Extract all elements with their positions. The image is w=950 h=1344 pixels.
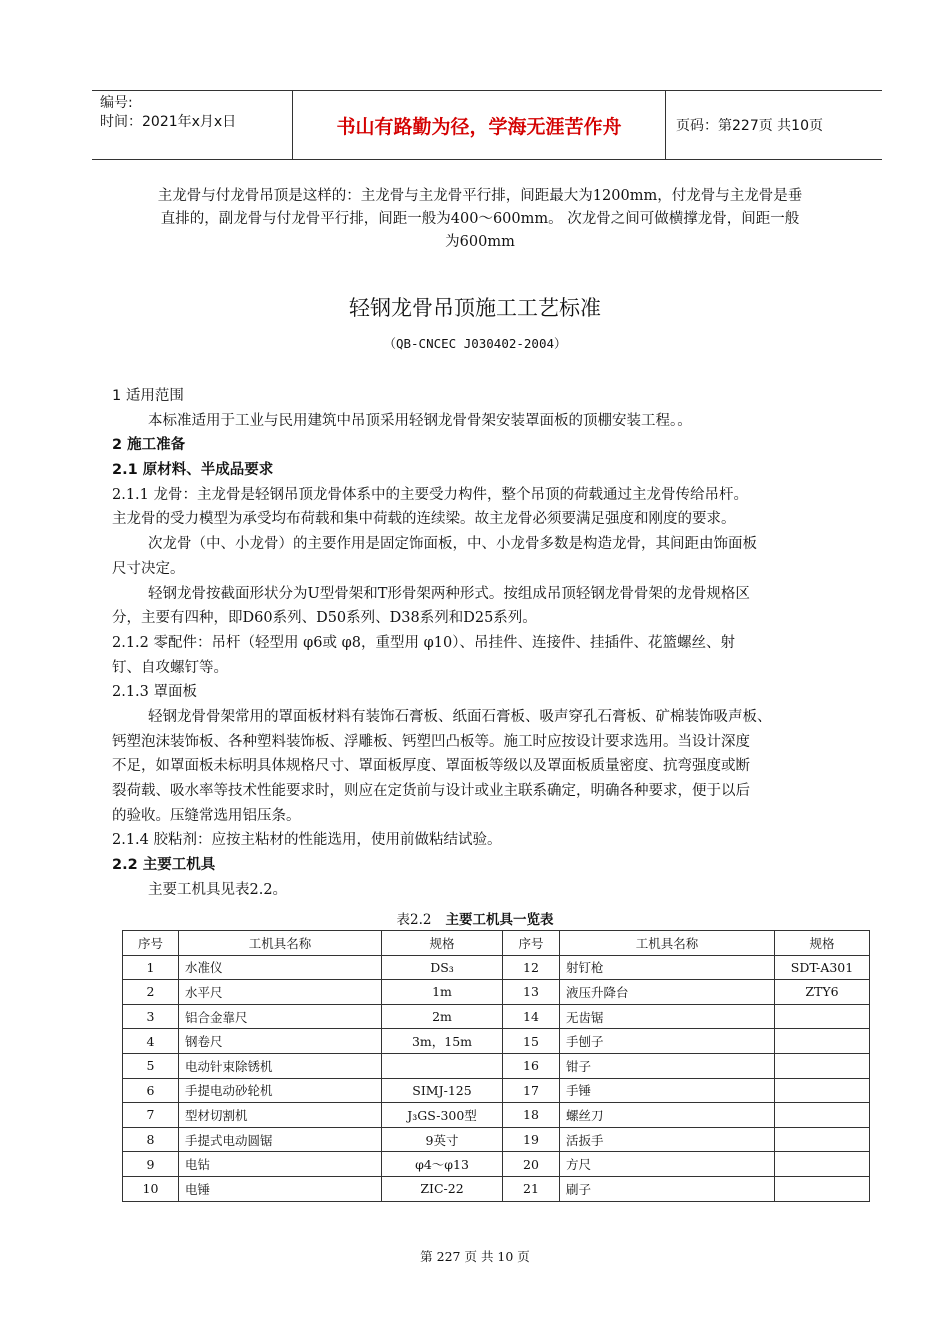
section-heading: 2.1.3 罩面板 xyxy=(112,684,198,701)
table-header-cell: 序号 xyxy=(123,931,179,956)
table-row xyxy=(123,1127,870,1152)
body-line: 轻钢龙骨骨架常用的罩面板材料有装饰石膏板、纸面石膏板、吸声穿孔石膏板、矿棉装饰吸声板、 xyxy=(148,708,772,725)
table-cell: 7 xyxy=(123,1103,179,1128)
body-line: 2.1.1 龙骨：主龙骨是轻钢吊顶龙骨体系中的主要受力构件，整个吊顶的荷载通过主龙骨传给吊杆。 xyxy=(112,486,748,503)
section-heading: 2.2 主要工机具 xyxy=(112,857,216,874)
intro-line: 为600mm xyxy=(445,234,515,250)
time-label: 时间：2021年x月x日 xyxy=(100,114,237,130)
table-cell: ZIC-22 xyxy=(382,1176,503,1201)
header-page-label: 页码：第227页 共10页 xyxy=(676,118,823,134)
table-cell: 手锤 xyxy=(560,1078,775,1103)
intro-paragraph xyxy=(100,185,860,254)
table-caption-number: 表2.2 xyxy=(396,912,432,928)
table-cell: 9 xyxy=(123,1152,179,1177)
number-label: 编号: xyxy=(100,95,133,111)
section-heading: 2 施工准备 xyxy=(112,437,186,454)
body-line: 不足，如罩面板未标明具体规格尺寸、罩面板厚度、罩面板等级以及罩面板质量密度、抗弯强度或断 xyxy=(112,758,750,775)
table-cell: 2m xyxy=(382,1004,503,1029)
table-cell: 9英寸 xyxy=(382,1127,503,1152)
table-header-cell: 工机具名称 xyxy=(179,931,382,956)
table-header-cell: 序号 xyxy=(503,931,560,956)
table-cell xyxy=(775,1103,870,1128)
table-cell: 18 xyxy=(503,1103,560,1128)
table-cell: 钳子 xyxy=(560,1053,775,1078)
table-header-cell: 工机具名称 xyxy=(560,931,775,956)
table-cell: SDT-A301 xyxy=(775,955,870,980)
body-line: 钉、自攻螺钉等。 xyxy=(112,659,228,676)
table-caption xyxy=(0,908,950,928)
table-cell: J₃GS-300型 xyxy=(382,1103,503,1128)
table-header-cell: 规格 xyxy=(382,931,503,956)
table-header-row xyxy=(123,931,870,956)
table-cell: 15 xyxy=(503,1029,560,1054)
table-row xyxy=(123,1004,870,1029)
body-line: 裂荷载、吸水率等技术性能要求时，则应在定货前与设计或业主联系确定，明确各种要求，便于以后 xyxy=(112,783,750,799)
table-cell xyxy=(775,1029,870,1054)
table-cell: DS₃ xyxy=(382,955,503,980)
table-row xyxy=(123,1029,870,1054)
table-cell: 无齿锯 xyxy=(560,1004,775,1029)
table-caption-title: 主要工机具一览表 xyxy=(445,912,554,928)
document-code: （QB-CNCEC J030402-2004） xyxy=(383,336,567,351)
page-footer: 第 227 页 共 10 页 xyxy=(420,1249,530,1264)
table-cell: 方尺 xyxy=(560,1152,775,1177)
table-cell: 活扳手 xyxy=(560,1127,775,1152)
table-row xyxy=(123,1176,870,1201)
table-cell xyxy=(775,1127,870,1152)
body-line: 轻钢龙骨按截面形状分为U型骨架和T形骨架两种形式。按组成吊顶轻钢龙骨骨架的龙骨规格区 xyxy=(148,585,750,602)
table-cell: 手刨子 xyxy=(560,1029,775,1054)
table-cell: 射钉枪 xyxy=(560,955,775,980)
intro-line: 直排的，副龙骨与付龙骨平行排，间距一般为400～600mm。 次龙骨之间可做横撑龙骨，间距一般 xyxy=(160,211,800,227)
intro-line: 主龙骨与付龙骨吊顶是这样的：主龙骨与主龙骨平行排，间距最大为1200mm，付龙骨与主龙骨是垂 xyxy=(157,188,803,204)
body-line: 本标准适用于工业与民用建筑中吊顶采用轻钢龙骨骨架安装罩面板的顶棚安装工程。。 xyxy=(148,412,692,429)
table-cell: 5 xyxy=(123,1053,179,1078)
section-heading: 1 适用范围 xyxy=(112,388,184,404)
body-line: 尺寸决定。 xyxy=(112,560,185,577)
table-cell xyxy=(775,1004,870,1029)
table-cell: 1 xyxy=(123,955,179,980)
table-cell: 螺丝刀 xyxy=(560,1103,775,1128)
table-cell: 手提式电动圆锯 xyxy=(179,1127,382,1152)
table-cell: 水平尺 xyxy=(179,980,382,1005)
table-cell xyxy=(775,1176,870,1201)
table-cell: 8 xyxy=(123,1127,179,1152)
body-line: 2.1.4 胶粘剂：应按主粘材的性能选用，使用前做粘结试验。 xyxy=(112,832,502,849)
header-motto: 书山有路勤为径，学海无涯苦作舟 xyxy=(336,115,622,138)
body-line: 2.1.2 零配件：吊杆（轻型用 φ6或 φ8，重型用 φ10）、吊挂件、连接件、挂插件、花篮螺丝、射 xyxy=(112,634,735,651)
table-cell: 3m，15m xyxy=(382,1029,503,1054)
table-row xyxy=(123,1053,870,1078)
table-cell: 手提电动砂轮机 xyxy=(179,1078,382,1103)
table-cell: φ4～φ13 xyxy=(382,1152,503,1177)
table-row xyxy=(123,980,870,1005)
table-cell: 刷子 xyxy=(560,1176,775,1201)
document-title: 轻钢龙骨吊顶施工工艺标准 xyxy=(349,296,601,320)
table-cell: 水准仪 xyxy=(179,955,382,980)
table-cell: 21 xyxy=(503,1176,560,1201)
table-cell: 电动针束除锈机 xyxy=(179,1053,382,1078)
table-cell: 4 xyxy=(123,1029,179,1054)
table-row xyxy=(123,1103,870,1128)
table-row xyxy=(123,955,870,980)
body-line: 次龙骨（中、小龙骨）的主要作用是固定饰面板，中、小龙骨多数是构造龙骨，其间距由饰面板 xyxy=(148,536,757,553)
table-row xyxy=(123,1078,870,1103)
table-row xyxy=(123,1152,870,1177)
table-cell: 电钻 xyxy=(179,1152,382,1177)
table-cell: 17 xyxy=(503,1078,560,1103)
table-header-cell: 规格 xyxy=(775,931,870,956)
table-cell: 电锤 xyxy=(179,1176,382,1201)
table-cell: 14 xyxy=(503,1004,560,1029)
table-cell: 液压升降台 xyxy=(560,980,775,1005)
table-cell: 3 xyxy=(123,1004,179,1029)
table-cell: SIMJ-125 xyxy=(382,1078,503,1103)
table-cell: 13 xyxy=(503,980,560,1005)
table-cell xyxy=(775,1152,870,1177)
table-cell: 1m xyxy=(382,980,503,1005)
table-cell: 20 xyxy=(503,1152,560,1177)
table-cell: 铝合金靠尺 xyxy=(179,1004,382,1029)
table-cell: 6 xyxy=(123,1078,179,1103)
table-cell: 钢卷尺 xyxy=(179,1029,382,1054)
tools-table xyxy=(122,930,870,1202)
table-cell xyxy=(775,1078,870,1103)
table-cell xyxy=(382,1053,503,1078)
body-line: 的验收。压缝常选用铝压条。 xyxy=(112,807,301,824)
table-cell: 12 xyxy=(503,955,560,980)
table-cell: 2 xyxy=(123,980,179,1005)
table-cell xyxy=(775,1053,870,1078)
body-line: 分，主要有四种，即D60系列、D50系列、D38系列和D25系列。 xyxy=(112,610,537,627)
section-heading: 2.1 原材料、半成品要求 xyxy=(112,462,274,479)
document-body xyxy=(112,384,870,902)
body-line: 钙塑泡沫装饰板、各种塑料装饰板、浮雕板、钙塑凹凸板等。施工时应按设计要求选用。当设计深度 xyxy=(112,733,750,750)
table-cell: ZTY6 xyxy=(775,980,870,1005)
table-cell: 19 xyxy=(503,1127,560,1152)
tools-table-body xyxy=(123,931,870,1202)
table-cell: 型材切割机 xyxy=(179,1103,382,1128)
header-meta xyxy=(92,91,292,159)
table-cell: 16 xyxy=(503,1053,560,1078)
body-line: 主龙骨的受力模型为承受均布荷载和集中荷载的连续梁。故主龙骨必须要满足强度和刚度的要求。 xyxy=(112,511,736,528)
body-line: 主要工机具见表2.2。 xyxy=(148,881,288,898)
table-cell: 10 xyxy=(123,1176,179,1201)
page-header xyxy=(92,90,882,160)
